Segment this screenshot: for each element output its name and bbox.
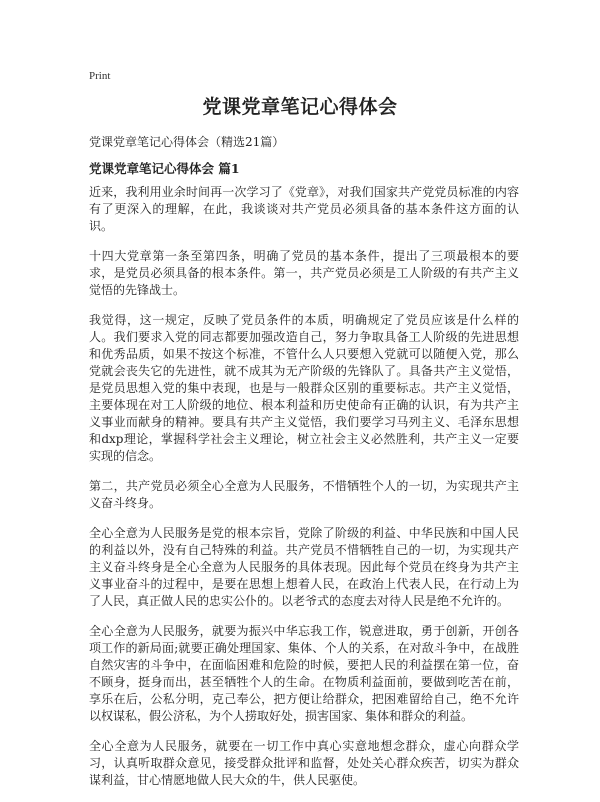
paragraph-5: 全心全意为人民服务是党的根本宗旨，党除了阶级的利益、中华民族和中国人民的利益以外，没有自己特殊的利益。共产党员不惜牺牲自己的一切，为实现共产主义奋斗终身是全心全意为人民服务的具体表现。因此每个党员在终身为共产主义事业奋斗的过程中，是要在思想上想着人民，在政治上代表人民，在行动上为了人民，真正做人民的忠实公仆的。以老爷式的态度去对待人民是绝不允许的。 (89, 526, 519, 608)
paragraph-4: 第二，共产党员必须全心全意为人民服务，不惜牺牲个人的一切，为实现共产主义奋斗终身。 (89, 479, 519, 510)
document-subtitle: 党课党章笔记心得体会（精选21篇） (89, 135, 285, 149)
print-label[interactable]: Print (89, 70, 111, 82)
article-body (89, 184, 519, 802)
page-title: 党课党章笔记心得体会 (202, 96, 398, 118)
paragraph-3: 我觉得，这一规定，反映了党员条件的本质，明确规定了党员应该是什么样的人。我们要求入党的同志都要加强改造自己，努力争取具备工人阶级的先进思想和优秀品质，如果不按这个标准，不管什么人只要想入党就可以随便入党，那么党就会丧失它的先进性，就不成其为无产阶级的先锋队了。具备共产主义觉悟，是党员思想入党的集中表现，也是与一般群众区别的重要标志。共产主义觉悟，主要体现在对工人阶级的地位、根本利益和历史使命有正确的认识，有为共产主义事业而献身的精神。要具有共产主义觉悟，我们要学习马列主义、毛泽东思想和dxp理论，掌握科学社会主义理论，树立社会主义必然胜利，共产主义一定要实现的信念。 (89, 313, 519, 463)
paragraph-2: 十四大党章第一条至第四条，明确了党员的基本条件，提出了三项最根本的要求，是党员必须具备的根本条件。第一，共产党员必须是工人阶级的有共产主义觉悟的先锋战士。 (89, 249, 519, 297)
paragraph-6: 全心全意为人民服务，就要为振兴中华忘我工作，锐意进取，勇于创新，开创各项工作的新局面;就要正确处理国家、集体、个人的关系，在对敌斗争中，在战胜自然灾害的斗争中，在面临困难和危险的时候，要把人民的利益摆在第一位，奋不顾身，挺身而出，甚至牺牲个人的生命。在物质利益面前，要做到吃苦在前，享乐在后，公私分明，克己奉公，把方便让给群众，把困难留给自己，绝不允许以权谋私，假公济私，为个人捞取好处，损害国家、集体和群众的利益。 (89, 624, 519, 723)
section-heading: 党课党章笔记心得体会 篇1 (89, 161, 240, 176)
paragraph-7: 全心全意为人民服务，就要在一切工作中真心实意地想念群众，虚心向群众学习，认真听取群众意见，接受群众批评和监督，处处关心群众疾苦，切实为群众谋利益，甘心情愿地做人民大众的牛，供人民驱使。 (89, 739, 519, 787)
paragraph-1: 近来，我利用业余时间再一次学习了《党章》，对我们国家共产党党员标准的内容有了更深入的理解，在此，我谈谈对共产党员必须具备的基本条件这方面的认识。 (89, 185, 519, 233)
